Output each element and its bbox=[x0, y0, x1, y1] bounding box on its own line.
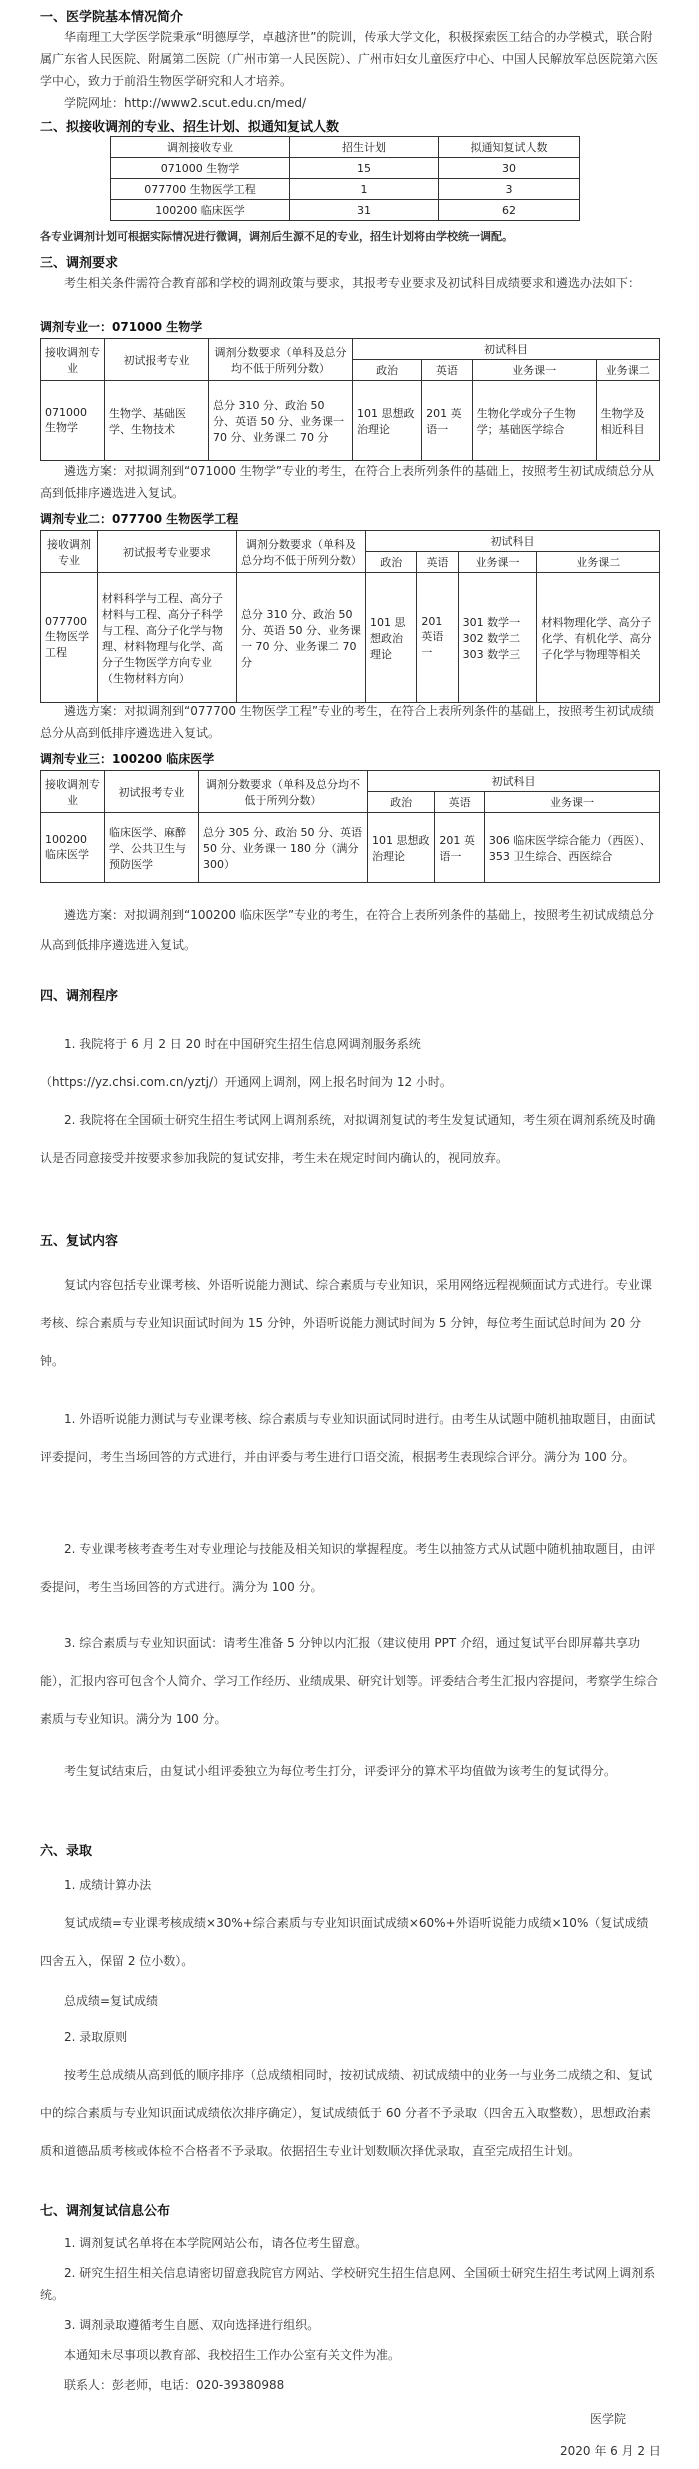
retest-intro: 复试内容包括专业课考核、外语听说能力测试、综合素质与专业知识，采用网络远程视频面试方式进行。专业课考核、综合素质与专业知识面试时间为 15 分钟，外语听说能力测试时间为 5 分钟，每位考生面试总时间为 20 分钟。 bbox=[40, 1278, 653, 1368]
major-1-plan: 遴选方案：对拟调剂到“071000 生物学”专业的考生，在符合上表所列条件的基础上，按照考生初试成绩总分从高到低排序遴选进入复试。 bbox=[40, 464, 655, 500]
m1-header-subjects: 初试科目 bbox=[353, 339, 660, 360]
m1-score: 总分 310 分、政治 50 分、英语 50 分、业务课一 70 分、业务课二 70 分 bbox=[209, 381, 353, 461]
m2-header-req: 初试报考专业要求 bbox=[98, 531, 237, 573]
score-formula: 复试成绩=专业课考核成绩×30%+综合素质与专业知识面试成绩×60%+外语听说能力成绩×10%（复试成绩四舍五入，保留 2 位小数）。 bbox=[40, 1916, 649, 1968]
m3-course1: 306 临床医学综合能力（西医）、353 卫生综合、西医综合 bbox=[484, 813, 659, 883]
m2-header-course1: 业务课一 bbox=[458, 552, 537, 573]
table-row bbox=[111, 158, 580, 179]
m1-english: 201 英语一 bbox=[422, 381, 473, 461]
m2-header-course2: 业务课二 bbox=[537, 552, 660, 573]
m1-course2: 生物学及相近科目 bbox=[596, 381, 659, 461]
plan-cell: 077700 生物医学工程 bbox=[111, 179, 290, 200]
major-2-table bbox=[40, 530, 660, 703]
m3-header-score: 调剂分数要求（单科及总分均不低于所列分数） bbox=[199, 771, 368, 813]
plan-cell: 1 bbox=[290, 179, 439, 200]
m3-req: 临床医学、麻醉学、公共卫生与预防医学 bbox=[105, 813, 199, 883]
plan-cell: 62 bbox=[439, 200, 580, 221]
table-row bbox=[111, 200, 580, 221]
m1-major: 071000 生物学 bbox=[41, 381, 105, 461]
section-3-intro: 考生相关条件需符合教育部和学校的调剂政策与要求，其报考专业要求及初试科目成绩要求和遴选办法如下： bbox=[64, 276, 641, 290]
signature-org: 医学院 bbox=[590, 2412, 627, 2426]
major-3-title: 调剂专业三：100200 临床医学 bbox=[40, 752, 215, 766]
m2-req: 材料科学与工程、高分子材料与工程、高分子科学与工程、高分子化学与物理、材料物理与化学、高分子生物医学方向专业（生物材料方向） bbox=[98, 573, 237, 703]
info-2: 2. 研究生招生相关信息请密切留意我院官方网站、学校研究生招生信息网、全国硕士研究生招生考试网上调剂系统。 bbox=[40, 2266, 656, 2302]
m3-header-subjects: 初试科目 bbox=[368, 771, 660, 792]
m2-header-major: 接收调剂专业 bbox=[41, 531, 98, 573]
m1-header-politics: 政治 bbox=[353, 360, 422, 381]
plan-header-quota: 招生计划 bbox=[290, 137, 439, 158]
m3-header-req: 初试报考专业 bbox=[105, 771, 199, 813]
retest-scoring: 考生复试结束后，由复试小组评委独立为每位考生打分，评委评分的算术平均值做为该考生的复试得分。 bbox=[64, 1764, 617, 1778]
total-score: 总成绩=复试成绩 bbox=[64, 1994, 159, 2008]
m1-req: 生物学、基础医学、生物技术 bbox=[105, 381, 209, 461]
section-7-title: 七、调剂复试信息公布 bbox=[40, 2204, 171, 2219]
plan-cell: 071000 生物学 bbox=[111, 158, 290, 179]
procedure-1-url: （https://yz.chsi.com.cn/yztj/）开通网上调剂，网上报名时间为 12 小时。 bbox=[40, 1075, 452, 1089]
plan-cell: 15 bbox=[290, 158, 439, 179]
section-2-title: 二、拟接收调剂的专业、招生计划、拟通知复试人数 bbox=[40, 120, 340, 135]
plan-header-retest: 拟通知复试人数 bbox=[439, 137, 580, 158]
admission-sub-1: 1. 成绩计算办法 bbox=[64, 1878, 152, 1892]
m3-header-major: 接收调剂专业 bbox=[41, 771, 105, 813]
m2-header-score: 调剂分数要求（单科及总分均不低于所列分数） bbox=[237, 531, 366, 573]
plan-header-major: 调剂接收专业 bbox=[111, 137, 290, 158]
m3-score: 总分 305 分、政治 50 分、英语 50 分、业务课一 180 分（满分 300） bbox=[199, 813, 368, 883]
section-1-title: 一、医学院基本情况简介 bbox=[40, 10, 184, 25]
contact-info: 联系人：彭老师，电话：020-39380988 bbox=[64, 2378, 285, 2392]
m3-english: 201 英语一 bbox=[435, 813, 485, 883]
retest-item-3: 3. 综合素质与专业知识面试：请考生准备 5 分钟以内汇报（建议使用 PPT 介绍，通过复试平台即屏幕共享功能），汇报内容可包含个人简介、学习工作经历、业绩成果、研究计划等。评委结合考生汇报内容提问，考察学生综合素质与专业知识。满分为 100 分。 bbox=[40, 1636, 659, 1726]
info-3: 3. 调剂录取遵循考生自愿、双向选择进行组织。 bbox=[64, 2318, 320, 2332]
major-3-plan: 遴选方案：对拟调剂到“100200 临床医学”专业的考生，在符合上表所列条件的基础上，按照考生初试成绩总分从高到低排序遴选进入复试。 bbox=[40, 908, 655, 952]
section-1-body: 华南理工大学医学院秉承“明德厚学，卓越济世”的院训，传承大学文化，积极探索医工结合的办学模式，联合附属广东省人民医院、附属第二医院（广州市第一人民医院）、广州市妇女儿童医疗中心、中国人民解放军总医院第六医学中心，致力于前沿生物医学研究和人才培养。 bbox=[40, 30, 659, 88]
info-4: 本通知未尽事项以教育部、我校招生工作办公室有关文件为准。 bbox=[64, 2348, 401, 2362]
m3-header-english: 英语 bbox=[435, 792, 485, 813]
major-3-table bbox=[40, 770, 660, 883]
m2-header-subjects: 初试科目 bbox=[366, 531, 660, 552]
table-row bbox=[111, 179, 580, 200]
section-4-title: 四、调剂程序 bbox=[40, 989, 119, 1004]
m3-header-politics: 政治 bbox=[368, 792, 435, 813]
admission-sub-2: 2. 录取原则 bbox=[64, 2030, 128, 2044]
retest-item-1: 1. 外语听说能力测试与专业课考核、综合素质与专业知识面试同时进行。由考生从试题中随机抽取题目，由面试评委提问，考生当场回答的方式进行，并由评委与考生进行口语交流，根据考生表现综合评分。满分为 100 分。 bbox=[40, 1412, 656, 1464]
m1-header-major: 接收调剂专业 bbox=[41, 339, 105, 381]
m3-major: 100200 临床医学 bbox=[41, 813, 105, 883]
plan-cell: 31 bbox=[290, 200, 439, 221]
plan-table bbox=[110, 136, 580, 221]
info-1: 1. 调剂复试名单将在本学院网站公布，请各位考生留意。 bbox=[64, 2236, 368, 2250]
table-row bbox=[41, 813, 660, 883]
section-3-title: 三、调剂要求 bbox=[40, 256, 119, 271]
m2-course1: 301 数学一 302 数学二 303 数学三 bbox=[458, 573, 537, 703]
plan-cell: 3 bbox=[439, 179, 580, 200]
m1-header-course1: 业务课一 bbox=[472, 360, 596, 381]
procedure-2: 2. 我院将在全国硕士研究生招生考试网上调剂系统，对拟调剂复试的考生发复试通知，考生须在调剂系统及时确认是否同意接受并按要求参加我院的复试安排，考生未在规定时间内确认的，视同放弃。 bbox=[40, 1113, 656, 1165]
m3-politics: 101 思想政治理论 bbox=[368, 813, 435, 883]
m2-politics: 101 思想政治理论 bbox=[366, 573, 417, 703]
signature-date: 2020 年 6 月 2 日 bbox=[560, 2444, 661, 2458]
major-1-title: 调剂专业一：071000 生物学 bbox=[40, 320, 203, 334]
m2-english: 201 英语一 bbox=[417, 573, 458, 703]
m1-header-course2: 业务课二 bbox=[596, 360, 659, 381]
major-1-table bbox=[40, 338, 660, 461]
college-website: 学院网址：http://www2.scut.edu.cn/med/ bbox=[64, 96, 307, 110]
table-row bbox=[41, 381, 660, 461]
admission-principle: 按考生总成绩从高到低的顺序排序（总成绩相同时，按初试成绩、初试成绩中的业务一与业务二成绩之和、复试中的综合素质与专业知识面试成绩依次排序确定），复试成绩低于 60 分者不予录取（四舍五入取整数），思想政治素质和道德品质考核或体检不合格者不予录取。依据招生专业计划数顺次择优录取，直至完成招生计划。 bbox=[40, 2068, 653, 2158]
m1-header-english: 英语 bbox=[422, 360, 473, 381]
m2-header-english: 英语 bbox=[417, 552, 458, 573]
m1-politics: 101 思想政治理论 bbox=[353, 381, 422, 461]
plan-cell: 30 bbox=[439, 158, 580, 179]
plan-note: 各专业调剂计划可根据实际情况进行微调，调剂后生源不足的专业，招生计划将由学校统一调配。 bbox=[40, 230, 513, 243]
m1-header-req: 初试报考专业 bbox=[105, 339, 209, 381]
major-2-title: 调剂专业二：077700 生物医学工程 bbox=[40, 512, 239, 526]
major-2-plan: 遴选方案：对拟调剂到“077700 生物医学工程”专业的考生，在符合上表所列条件的基础上，按照考生初试成绩总分从高到低排序遴选进入复试。 bbox=[40, 704, 655, 740]
section-6-title: 六、录取 bbox=[40, 1844, 93, 1859]
table-row bbox=[41, 573, 660, 703]
m2-course2: 材料物理化学、高分子化学、有机化学、高分子化学与物理等相关 bbox=[537, 573, 660, 703]
m2-score: 总分 310 分、政治 50 分、英语 50 分、业务课一 70 分、业务课二 70 分 bbox=[237, 573, 366, 703]
retest-item-2: 2. 专业课考核考查考生对专业理论与技能及相关知识的掌握程度。考生以抽签方式从试题中随机抽取题目，由评委提问，考生当场回答的方式进行。满分为 100 分。 bbox=[40, 1542, 656, 1594]
m1-header-score: 调剂分数要求（单科及总分均不低于所列分数） bbox=[209, 339, 353, 381]
m3-header-course1: 业务课一 bbox=[484, 792, 659, 813]
m2-header-politics: 政治 bbox=[366, 552, 417, 573]
plan-cell: 100200 临床医学 bbox=[111, 200, 290, 221]
m1-course1: 生物化学或分子生物学；基础医学综合 bbox=[472, 381, 596, 461]
section-5-title: 五、复试内容 bbox=[40, 1234, 119, 1249]
m2-major: 077700 生物医学工程 bbox=[41, 573, 98, 703]
procedure-1: 1. 我院将于 6 月 2 日 20 时在中国研究生招生信息网调剂服务系统 bbox=[64, 1037, 421, 1051]
